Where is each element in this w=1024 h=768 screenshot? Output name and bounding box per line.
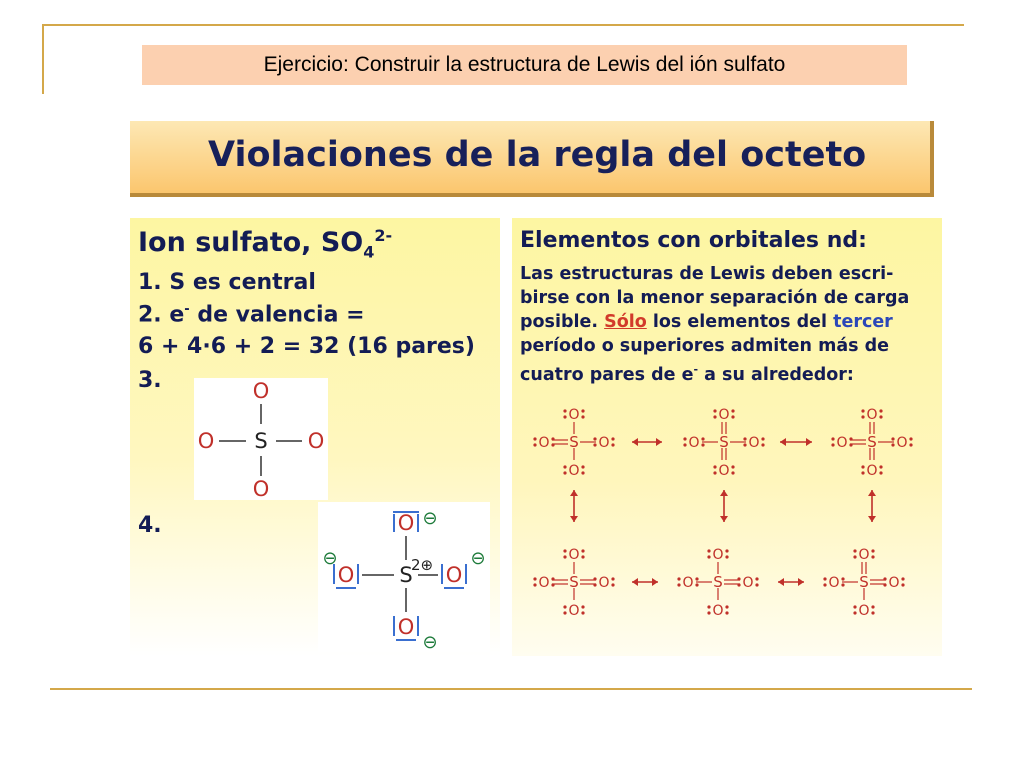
minus-charge-bottom: ⊖ (422, 632, 438, 652)
resonance-oxygen: O (836, 435, 848, 451)
oxygen-top: O (397, 511, 415, 535)
resonance-oxygen: O (866, 463, 878, 479)
slide-title: Ejercicio: Construir la estructura de Lewis del ión sulfato (142, 45, 907, 85)
minus-charge-top: ⊖ (422, 508, 438, 529)
oxygen-bottom: O (397, 615, 415, 639)
resonance-oxygen: O (538, 435, 550, 451)
frame-top-rule (42, 24, 964, 26)
solo-highlight: Sólo (604, 312, 647, 332)
resonance-oxygen: O (568, 407, 580, 423)
banner (130, 121, 934, 197)
resonance-oxygen: O (568, 547, 580, 563)
frame-bottom-rule (50, 688, 972, 690)
resonance-sulfur: S (569, 573, 579, 591)
resonance-oxygen: O (896, 435, 908, 451)
banner-title: Violaciones de la regla del octeto (208, 135, 867, 175)
step-4: 4. (138, 513, 162, 538)
resonance-sulfur: S (713, 573, 723, 591)
oxygen-right: O (445, 563, 463, 587)
oxygen-left: O (337, 563, 355, 587)
sulfur-center: S (254, 429, 268, 453)
resonance-oxygen: O (712, 603, 724, 619)
resonance-oxygen: O (828, 575, 840, 591)
resonance-oxygen: O (858, 603, 870, 619)
tercer-highlight: tercer (833, 312, 893, 332)
step-2-calculation: 6 + 4·6 + 2 = 32 (16 pares) (138, 334, 475, 359)
resonance-oxygen: O (568, 603, 580, 619)
resonance-oxygen: O (888, 575, 900, 591)
resonance-structures (512, 398, 942, 658)
lewis-structure-formal-charges (318, 502, 490, 652)
resonance-sulfur: S (569, 433, 579, 451)
resonance-sulfur: S (719, 433, 729, 451)
oxygen-bottom: O (252, 477, 270, 500)
oxygen-right: O (307, 429, 325, 453)
sulfur-formal-charge: 2⊕ (410, 556, 434, 574)
resonance-oxygen: O (598, 575, 610, 591)
resonance-sulfur: S (867, 433, 877, 451)
step-3: 3. (138, 368, 162, 393)
resonance-oxygen: O (718, 407, 730, 423)
step-2: 2. e- de valencia = (138, 302, 365, 328)
resonance-oxygen: O (748, 435, 760, 451)
left-panel (130, 218, 500, 656)
resonance-oxygen: O (688, 435, 700, 451)
resonance-oxygen: O (568, 463, 580, 479)
minus-charge-right: ⊖ (470, 548, 486, 569)
resonance-sulfur: S (859, 573, 869, 591)
left-panel-title: Ion sulfato, $SO_4^{2-}$ (138, 226, 393, 262)
resonance-oxygen: O (538, 575, 550, 591)
step-1: 1. S es central (138, 270, 316, 295)
frame-left-rule (42, 24, 44, 94)
oxygen-left: O (197, 429, 215, 453)
right-panel-body: Las estructuras de Lewis deben escri- birse con la menor separación de carga posible. Sólo los elementos del tercer período o superiores admiten más de cuatro pares de e- a su alrededor: (520, 264, 910, 385)
skeleton-structure (194, 378, 328, 500)
resonance-oxygen: O (682, 575, 694, 591)
oxygen-top: O (252, 379, 270, 403)
resonance-oxygen: O (718, 463, 730, 479)
right-panel (512, 218, 942, 656)
sulfur-center: S (399, 563, 413, 587)
resonance-oxygen: O (742, 575, 754, 591)
resonance-oxygen: O (712, 547, 724, 563)
resonance-oxygen: O (598, 435, 610, 451)
right-panel-title: Elementos con orbitales nd: (520, 228, 867, 253)
resonance-oxygen: O (866, 407, 878, 423)
resonance-oxygen: O (858, 547, 870, 563)
minus-charge-left: ⊖ (322, 548, 338, 569)
